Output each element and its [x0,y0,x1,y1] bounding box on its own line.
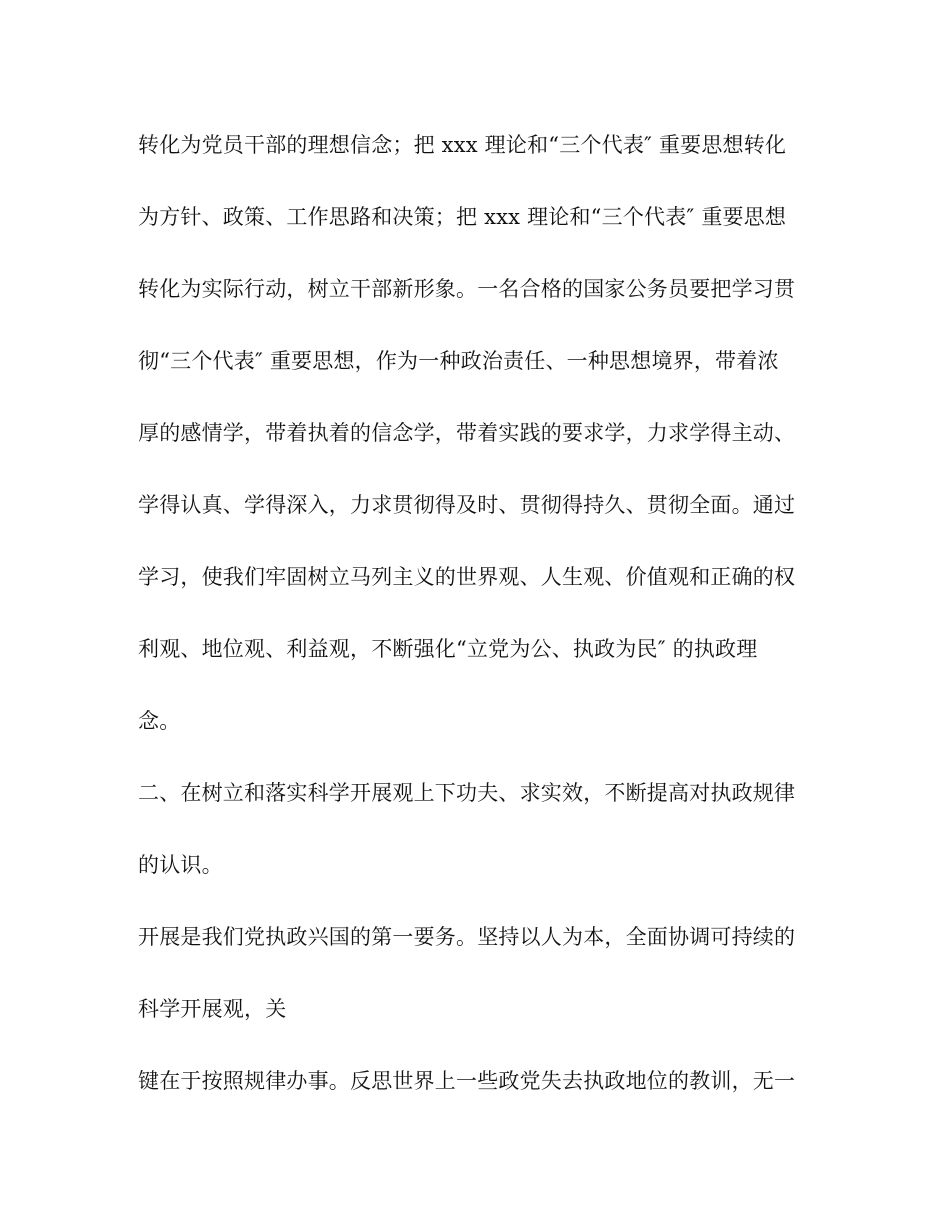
body-text-line: 转化为党员干部的理想信念；把 xxx 理论和“三个代表″ 重要思想转化 [138,133,787,157]
body-text-line: 彻“三个代表″ 重要思想，作为一种政治责任、一种思想境界，带着浓 [138,349,779,373]
body-text-line: 学习，使我们牢固树立马列主义的世界观、人生观、价值观和正确的权 [138,565,796,589]
section-heading: 二、在树立和落实科学开展观上下功夫、求实效，不断提高对执政规律 [138,781,796,805]
body-text-line: 开展是我们党执政兴国的第一要务。坚持以人为本，全面协调可持续的 [138,925,796,949]
body-text-line: 厚的感情学，带着执着的信念学，带着实践的要求学，力求学得主动、 [138,421,796,445]
body-text-line: 学得认真、学得深入，力求贯彻得及时、贯彻得持久、贯彻全面。通过 [138,493,796,517]
body-text-line: 念。 [138,709,181,733]
body-text-line: 键在于按照规律办事。反思世界上一些政党失去执政地位的教训，无一 [138,1069,796,1093]
body-text-line: 为方针、政策、工作思路和决策；把 xxx 理论和“三个代表″ 重要思想 [138,205,787,229]
body-text-line: 利观、地位观、利益观，不断强化“立党为公、执政为民″ 的执政理 [138,637,758,661]
body-text-line: 科学开展观，关 [138,997,287,1021]
body-text-line: 转化为实际行动，树立干部新形象。一名合格的国家公务员要把学习贯 [138,277,796,301]
section-heading-continuation: 的认识。 [138,853,223,877]
